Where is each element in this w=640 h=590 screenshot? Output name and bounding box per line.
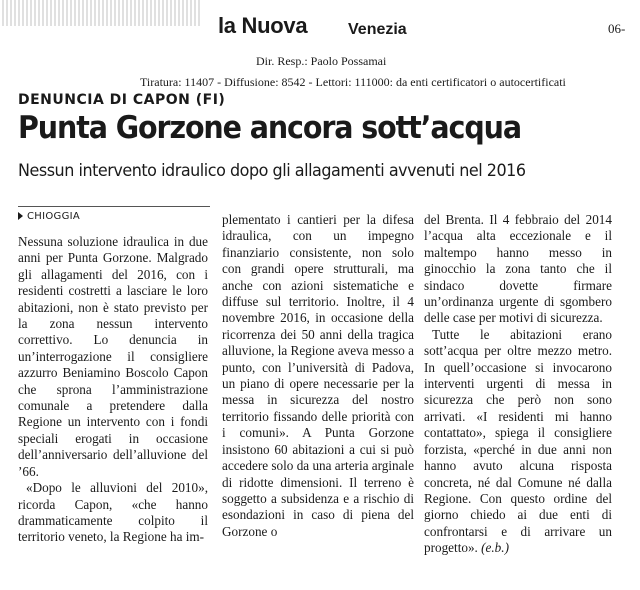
article-column-2 [222,212,414,540]
print-run-line: Tiratura: 11407 - Diffusione: 8542 - Lettori: 111000: da enti certificatori o autocertificati [140,75,566,89]
publication-date: 06- [608,21,626,36]
article-kicker: DENUNCIA DI CAPON (FI) [18,92,226,108]
section-rule [18,206,210,207]
section-name: CHIOGGIA [27,211,81,222]
author-signature: (e.b.) [481,540,509,556]
paragraph: «Dopo le alluvioni del 2010», ricorda Capon, «che hanno drammaticamente colpito il territorio veneto, la Regione ha im- [18,480,208,545]
paragraph [424,327,612,557]
scan-stripes [0,0,200,26]
paragraph: Nessuna soluzione idraulica in due anni per Punta Gorzone. Malgrado gli allagamenti del 2016, con i residenti costretti a lasciare le loro abitazioni, non è stato previsto per la zona nessun intervento correttivo. Lo denuncia in un’interrogazione il consigliere azzurro Beniamino Boscolo Capon che sprona l’amministrazione comunale a pretendere dalla Regione un intervento con i fondi speciali erogati in occasione dell’anniversario dell’alluvione del ’66. [18,234,208,479]
article-headline: Punta Gorzone ancora sott’acqua [18,110,522,146]
paragraph-text: Tutte le abitazioni erano sott’acqua per oltre mezzo metro. In quell’occasione si invocarono interventi urgenti di messa in sicurezza che però non sono arrivati. «I residenti mi hanno contattato», spiega il consigliere forzista, «perché in due anni non hanno avuto alcuna risposta concreta, né dal Comune né dalla Regione. Con questo ordine del giorno chiedo ai due enti di confrontarsi e di arrivare un progetto». [424,326,612,556]
section-label [18,211,80,223]
article-subhead: Nessun intervento idraulico dopo gli allagamenti avvenuti nel 2016 [18,161,526,181]
newspaper-name: la Nuova [218,13,308,38]
triangle-marker-icon [18,212,23,220]
director-line: Dir. Resp.: Paolo Possamai [256,54,387,68]
article-column-3 [424,212,612,557]
article-column-1 [18,234,208,546]
paragraph: del Brenta. Il 4 febbraio del 2014 l’acqua alta eccezionale e il maltempo hanno messo in ginocchio la zona tanto che il sindaco dovette firmare un’ordinanza urgente di sgombero delle case per motivi di sicurezza. [424,212,612,326]
paragraph: plementato i cantieri per la difesa idraulica, con un impegno finanziario consistente, non solo con grandi opere strutturali, ma anche con azioni sistematiche e diffuse sul territorio. Inoltre, il 4 novembre 2016, in occasione della ricorrenza dei 50 anni della tragica alluvione, la Regione aveva messo a punto, con l’università di Padova, un piano di opere necessarie per la messa in sicurezza del nostro territorio fissando delle priorità con i comuni». A Punta Gorzone insistono 60 abitazioni a cui si può accedere solo da una arteria arginale di ridotte dimensioni. Il terreno è soggetto a subsidenza e a rischio di esondazioni in caso di piena del Gorzone o [222,212,414,539]
newspaper-edition: Venezia [348,21,407,38]
